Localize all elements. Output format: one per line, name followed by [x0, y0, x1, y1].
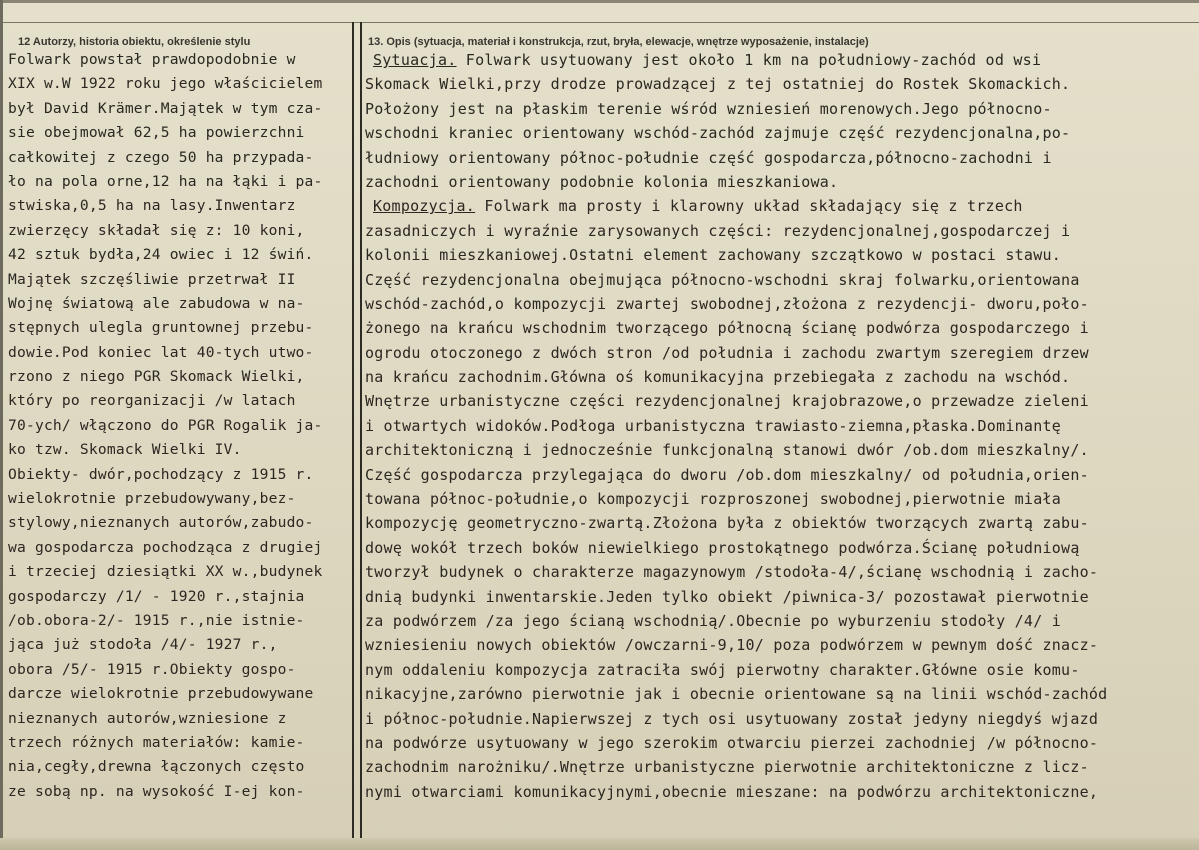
description-line: zasadniczych i wyraźnie zarysowanych części: rezydencjonalnej,gospodarczej i [365, 221, 1071, 240]
history-line: całkowitej z czego 50 ha przypada- [8, 148, 314, 166]
description-column [365, 48, 1197, 804]
history-line: trzech różnych materiałów: kamie- [8, 733, 305, 751]
history-line: ze sobą np. na wysokość I-ej kon- [8, 782, 305, 800]
description-line: architektoniczną i jednocześnie funkcjonalną stanowi dwór /ob.dom mieszkalny/. [365, 441, 1089, 460]
description-line: tworzył budynek o charakterze magazynowym /stodoła-4/,ścianę wschodnią i zacho- [365, 563, 1099, 582]
description-line: dowę wokół trzech boków niewielkiego prostokątnego podwórza.Ścianę południową [365, 538, 1080, 557]
description-line: za podwórzem /za jego ścianą wschodnią/.Obecnie po wyburzeniu stodoły /4/ i [365, 611, 1062, 630]
history-line: jąca już stodoła /4/- 1927 r., [8, 636, 278, 654]
section-13-header: 13. Opis (sytuacja, materiał i konstrukcja, rzut, bryła, elewacje, wnętrze wyposażenie, instalacje) [368, 36, 869, 48]
description-line: na krańcu zachodnim.Główna oś komunikacyjna przebiegała z zachodu na wschód. [365, 368, 1071, 387]
history-line: 70-ych/ włączono do PGR Rogalik ja- [8, 416, 323, 434]
header-rule [3, 22, 1199, 23]
history-line: rzono z niego PGR Skomack Wielki, [8, 368, 305, 386]
sheet-bottom-edge [0, 838, 1199, 850]
history-line: i trzeciej dziesiątki XX w.,budynek [8, 563, 323, 581]
description-line: nikacyjne,zarówno pierwotnie jak i obecnie orientowane są na linii wschód-zachód [365, 685, 1108, 704]
history-line: Wojnę światową ale zabudowa w na- [8, 294, 305, 312]
description-line: i północ-południe.Napierwszej z tych osi usytuowany został jedyny niegdyś wjazd [365, 709, 1099, 728]
history-line: gospodarczy /1/ - 1920 r.,stajnia [8, 587, 305, 605]
history-line: dowie.Pod koniec lat 40-tych utwo- [8, 343, 314, 361]
history-column [8, 48, 353, 804]
heading-situation: Sytuacja. [373, 51, 457, 69]
history-line: stwiska,0,5 ha na lasy.Inwentarz [8, 197, 296, 215]
history-line: /ob.obora-2/- 1915 r.,nie istnie- [8, 611, 305, 629]
description-line: zachodnim narożniku/.Wnętrze urbanistyczne pierwotnie architektoniczne z licz- [365, 758, 1089, 777]
history-line: sie obejmował 62,5 ha powierzchni [8, 124, 305, 142]
history-line: wielokrotnie przebudowywany,bez- [8, 490, 296, 508]
description-line: wschód-zachód,o kompozycji zwartej swobodnej,złożona z rezydencji- dworu,poło- [365, 294, 1089, 313]
description-line: Część rezydencjonalna obejmująca północno-wschodni skraj folwarku,orientowana [365, 270, 1080, 289]
sheet-left-edge [0, 0, 3, 850]
history-line: który po reorganizacji /w latach [8, 392, 296, 410]
history-line: Majątek szczęśliwie przetrwał II [8, 270, 296, 288]
description-line [365, 194, 1197, 218]
history-line: XIX w.W 1922 roku jego właścicielem [8, 75, 323, 93]
history-line: nia,cegły,drewna łączonych często [8, 758, 305, 776]
history-line: 42 sztuk bydła,24 owiec i 12 świń. [8, 246, 314, 264]
history-line: darcze wielokrotnie przebudowywane [8, 685, 314, 703]
history-line: wa gospodarcza pochodząca z drugiej [8, 538, 323, 556]
history-line: nieznanych autorów,wzniesione z [8, 709, 287, 727]
heading-composition: Kompozycja. [373, 197, 476, 216]
description-line: Część gospodarcza przylegająca do dworu /ob.dom mieszkalny/ od południa,orien- [365, 465, 1089, 484]
description-line: wschodni kraniec orientowany wschód-zachód zajmuje część rezydencjonalna,po- [365, 124, 1071, 143]
section-12-header: 12 Autorzy, historia obiektu, określenie stylu [18, 36, 251, 48]
sheet-top-edge [0, 0, 1199, 3]
history-line: był David Krämer.Majątek w tym cza- [8, 99, 323, 117]
description-line [365, 48, 1197, 72]
history-line: stylowy,nieznanych autorów,zabudo- [8, 514, 314, 532]
description-line: zachodni orientowany podobnie kolonia mieszkaniowa. [365, 172, 839, 191]
history-line: Folwark powstał prawdopodobnie w [8, 51, 296, 68]
description-line: Wnętrze urbanistyczne części rezydencjonalnej krajobrazowe,o przewadze zieleni [365, 392, 1089, 411]
history-line: ko tzw. Skomack Wielki IV. [8, 441, 242, 459]
history-line: obora /5/- 1915 r.Obiekty gospo- [8, 660, 296, 678]
description-line: dnią budynki inwentarskie.Jeden tylko obiekt /piwnica-3/ pozostawał pierwotnie [365, 587, 1089, 606]
history-line: stępnych ulegla gruntownej przebu- [8, 319, 314, 337]
description-line: żonego na krańcu wschodnim tworzącego północną ścianę podwórza gospodarczego i [365, 319, 1089, 338]
column-divider-inner [360, 22, 362, 838]
description-line: Położony jest na płaskim terenie wśród wzniesień morenowych.Jego północno- [365, 99, 1052, 118]
description-line: towana północ-południe,o kompozycji rozproszonej swobodnej,pierwotnie miała [365, 490, 1062, 509]
history-line: Obiekty- dwór,pochodzący z 1915 r. [8, 465, 314, 483]
description-line: na podwórze usytuowany w jego szerokim otwarciu pierzei zachodniej /w północno- [365, 733, 1099, 752]
description-line: i otwartych widoków.Podłoga urbanistyczna trawiasto-ziemna,płaska.Dominantę [365, 416, 1062, 435]
description-line: ogrodu otoczonego z dwóch stron /od południa i zachodu zwartym szeregiem drzew [365, 343, 1089, 362]
history-line: zwierzęcy składał się z: 10 koni, [8, 221, 305, 239]
description-line: łudniowy orientowany północ-południe część gospodarcza,północno-zachodni i [365, 148, 1052, 167]
description-line: nymi otwarciami komunikacyjnymi,obecnie mieszane: na podwórzu architektoniczne, [365, 782, 1099, 801]
description-line: kompozycję geometryczno-zwartą.Złożona była z obiektów tworzących zwartą zabu- [365, 514, 1089, 533]
description-line: kolonii mieszkaniowej.Ostatni element zachowany szczątkowo w postaci stawu. [365, 246, 1062, 265]
description-line: nym oddaleniu kompozycja zatraciła swój pierwotny charakter.Główne osie komu- [365, 660, 1080, 679]
description-text: Folwark ma prosty i klarowny układ składający się z trzech [475, 197, 1023, 216]
description-line: wzniesieniu nowych obiektów /owczarni-9,10/ poza podwórzem w pewnym dość znacz- [365, 636, 1099, 655]
description-line: Skomack Wielki,przy drodze prowadzącej z tej ostatniej do Rostek Skomackich. [365, 75, 1071, 94]
description-text: Folwark usytuowany jest około 1 km na południowy-zachód od wsi [456, 51, 1042, 69]
history-line: ło na pola orne,12 ha na łąki i pa- [8, 172, 323, 190]
